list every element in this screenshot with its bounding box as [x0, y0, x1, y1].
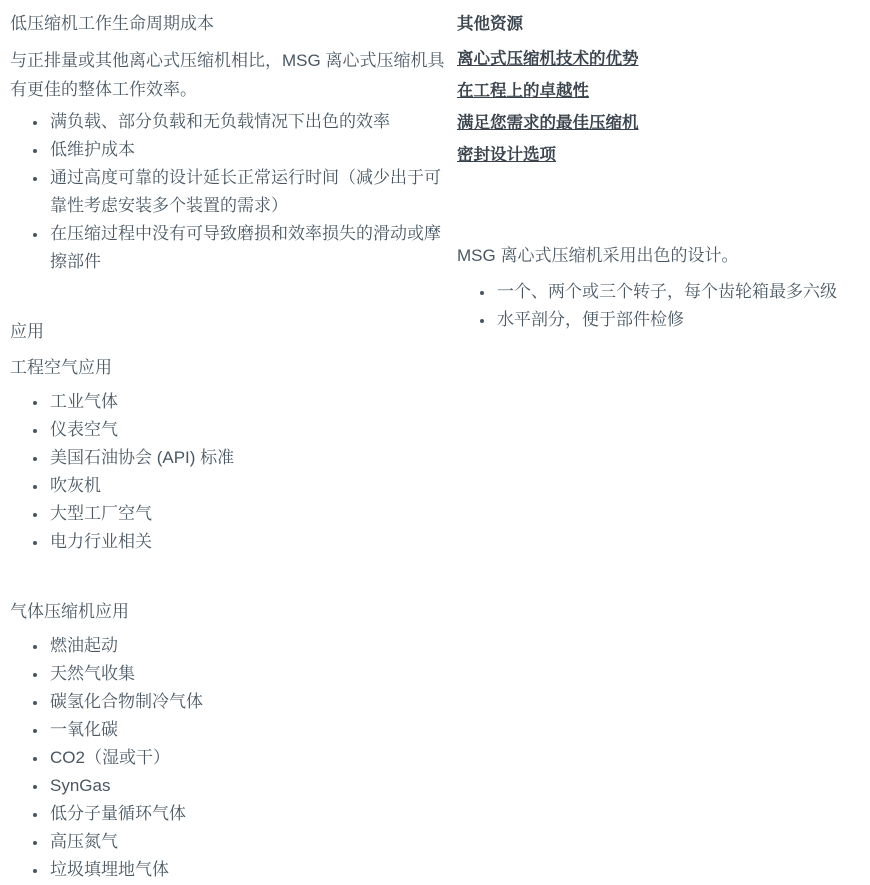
applications-bullet-list	[10, 388, 457, 556]
resource-link[interactable]: 密封设计选项	[457, 146, 556, 164]
list-item: • 天然气收集	[48, 660, 457, 688]
list-item: • 在压缩过程中没有可导致磨损和效率损失的滑动或摩擦部件	[48, 220, 457, 276]
list-item: • 电力行业相关	[48, 528, 457, 556]
right-column	[457, 10, 858, 884]
resource-link[interactable]: 在工程上的卓越性	[457, 82, 589, 100]
left-column	[10, 10, 457, 884]
design-section	[457, 241, 858, 334]
list-item: • 水平剖分，便于部件检修	[495, 306, 858, 334]
list-item: • 碳氢化合物制冷气体	[48, 688, 457, 716]
list-item: • 燃油起动	[48, 632, 457, 660]
resource-link[interactable]: 满足您需求的最佳压缩机	[457, 114, 639, 132]
list-item: • 美国石油协会 (API) 标准	[48, 444, 457, 472]
lifecycle-heading: 低压缩机工作生命周期成本	[10, 14, 214, 33]
applications-section	[10, 318, 457, 556]
resource-link-list	[457, 48, 858, 166]
lifecycle-bullet-list	[10, 108, 457, 276]
list-item: • 一个、两个或三个转子，每个齿轮箱最多六级	[495, 278, 858, 306]
lifecycle-intro: 与正排量或其他离心式压缩机相比，MSG 离心式压缩机具有更佳的整体工作效率。	[10, 51, 445, 99]
resources-section	[457, 12, 858, 166]
engineered-air-subheading: 工程空气应用	[10, 358, 112, 377]
list-item: • 低维护成本	[48, 136, 457, 164]
list-item: • 高压氮气	[48, 828, 457, 856]
list-item: • 一氧化碳	[48, 716, 457, 744]
gas-applications-subheading: 气体压缩机应用	[10, 602, 129, 621]
list-item: • 通过高度可靠的设计延长正常运行时间（减少出于可靠性考虑安装多个装置的需求）	[48, 164, 457, 220]
resource-link[interactable]: 离心式压缩机技术的优势	[457, 50, 639, 68]
applications-heading: 应用	[10, 322, 44, 341]
list-item: • SynGas	[48, 772, 457, 800]
resources-heading: 其他资源	[457, 15, 523, 33]
gas-applications-section	[10, 598, 457, 884]
lifecycle-section	[10, 10, 457, 276]
list-item: • 工业气体	[48, 388, 457, 416]
list-item: • CO2（湿或干）	[48, 744, 457, 772]
gas-applications-bullet-list	[10, 632, 457, 884]
list-item: • 仪表空气	[48, 416, 457, 444]
list-item: • 满负载、部分负载和无负载情况下出色的效率	[48, 108, 457, 136]
list-item: • 低分子量循环气体	[48, 800, 457, 828]
list-item: • 垃圾填埋地气体	[48, 856, 457, 884]
design-bullet-list	[457, 278, 858, 334]
list-item: • 吹灰机	[48, 472, 457, 500]
design-intro: MSG 离心式压缩机采用出色的设计。	[457, 246, 739, 265]
list-item: • 大型工厂空气	[48, 500, 457, 528]
